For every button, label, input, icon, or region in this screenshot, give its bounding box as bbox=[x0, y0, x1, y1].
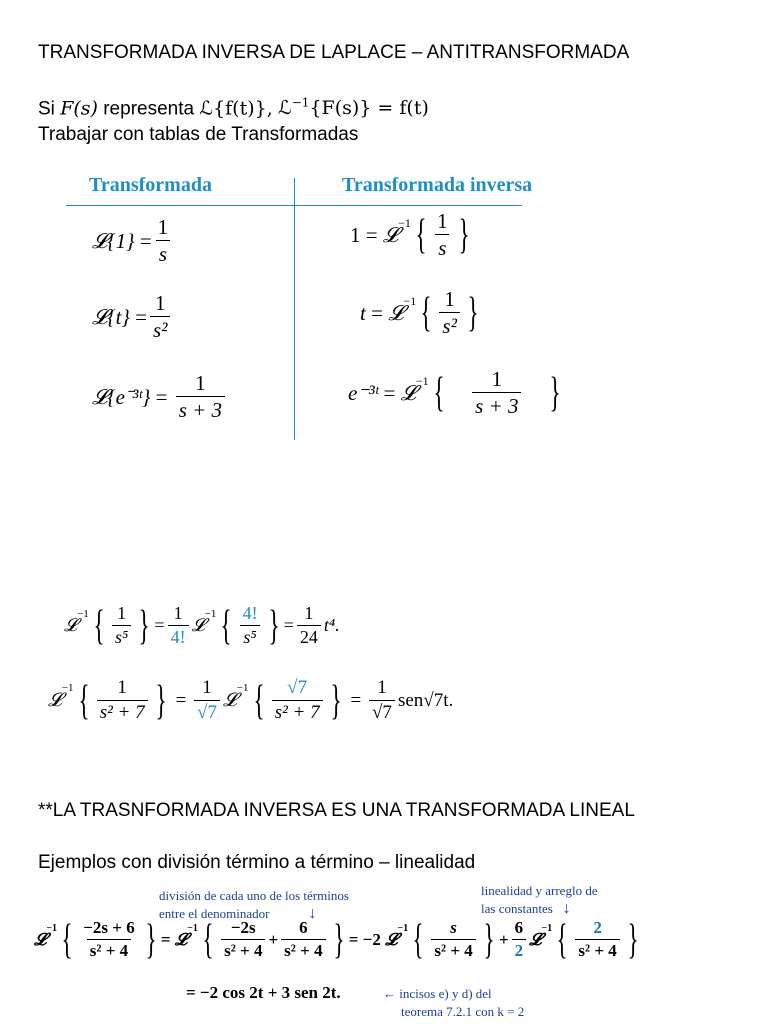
intro-L-f: ℒ{f(t)}, bbox=[199, 97, 273, 120]
example-1-equation: 𝓛 $^{-1}$ { $\frac{1}{\text{s⁵}}$ } = $\frac{1}{4!}$ 𝓛 $^{-1}$ { $\frac{4!}{\text{s⁵}}$ } = $\frac{1}{24}$ t⁴. bbox=[64, 602, 340, 649]
examples-heading: Ejemplos con división término a término – linealidad bbox=[38, 852, 476, 873]
table-header-inverse: Transformada inversa bbox=[342, 174, 533, 196]
table-row-2-right: t = 𝓛 $^{-1}$ { $\frac{1}{\text{s²}}$ } bbox=[360, 287, 479, 339]
intro-L-inv: ℒ$^{-1}${F(s)} = f(t) bbox=[278, 96, 429, 120]
intro-si: Si bbox=[38, 98, 55, 120]
intro-tables: Trabajar con tablas de Transformadas bbox=[38, 124, 359, 145]
table-row-3-left: 𝓛{e⁻³ᵗ} = $\frac{1}{s + 3}$ bbox=[92, 372, 228, 422]
table-header-transform: Transformada bbox=[89, 174, 212, 196]
annotation-theorem: ← incisos e) y d) del teorema 7.2.1 con k = 2 bbox=[383, 986, 525, 1019]
table-row-1-right: 1 = 𝓛 $^{-1}$ { $\frac{1}{s}$ } bbox=[350, 209, 470, 261]
annotation-linearity: linealidad y arreglo de las constantes ↓ bbox=[481, 883, 598, 917]
annotation-division: división de cada uno de los términos entre el denominador ↓ bbox=[159, 888, 349, 922]
example-3-result: = −2 cos 2t + 3 sen 2t. bbox=[186, 983, 341, 1002]
intro-represents: representa bbox=[103, 98, 195, 120]
table-row-1-left: 𝓛{1} = $\frac{1}{s}$ bbox=[92, 215, 169, 267]
table-column-divider bbox=[294, 178, 295, 440]
intro-line bbox=[38, 96, 429, 120]
example-2-equation: 𝓛 $^{-1}$ { $\frac{1}{\text{s² + 7}}$ } = $\frac{1}{√7}$ 𝓛 $^{-1}$ { $\frac{√7}{\text{s² + 7}}$ } = $\frac{1}{√7}$ sen√7t. bbox=[48, 677, 454, 724]
example-3-equation: 𝓛 $^{-1}$ { $\frac{-2s + 6}{\text{s² + 4}}$ } = 𝓛 $^{-1}$ { $\frac{-2s}{\text{s² + 4}}$ + $\frac{6}{\text{s² + 4}}$ } = −2 𝓛 $^{-1}$ { $\frac{s}{\text{s² + 4}}$ } + $\frac{6}{2}$ 𝓛 $^{-1}$ { $\frac{2}{\text{s² + 4}}$ } bbox=[34, 917, 639, 963]
intro-F-s: F(s) bbox=[60, 97, 98, 120]
page-title: TRANSFORMADA INVERSA DE LAPLACE – ANTITRANSFORMADA bbox=[38, 42, 630, 63]
linear-heading: **LA TRASNFORMADA INVERSA ES UNA TRANSFORMADA LINEAL bbox=[38, 800, 635, 821]
table-row-2-left: 𝓛{t} = $\frac{1}{\text{s²}}$ bbox=[92, 292, 173, 342]
table-row-3-right: e⁻³ᵗ = 𝓛 $^{-1}$ { $\frac{1}{s + 3}$ } bbox=[348, 367, 561, 419]
